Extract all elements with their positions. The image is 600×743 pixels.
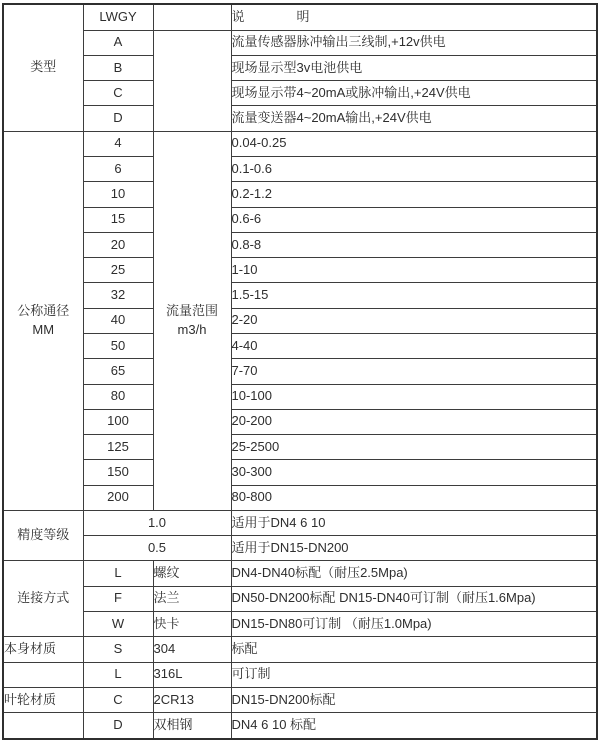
material-section-label: 叶轮材质 xyxy=(3,687,83,712)
dn-value-cell: 50 xyxy=(83,333,153,358)
table-row xyxy=(3,586,597,611)
table-row xyxy=(3,308,597,333)
flow-range-label-line1: 流量范围 xyxy=(165,302,218,318)
type-option-code-cell: D xyxy=(83,106,153,131)
dn-value-cell: 40 xyxy=(83,308,153,333)
connection-code-cell: W xyxy=(83,612,153,637)
material-name-cell: 316L xyxy=(153,662,231,687)
table-row xyxy=(3,131,597,156)
accuracy-value-cell: 1.0 xyxy=(83,510,231,535)
flow-range-cell: 1.5-15 xyxy=(231,283,597,308)
accuracy-section-label: 精度等级 xyxy=(3,510,83,561)
table-row xyxy=(3,359,597,384)
connection-desc-cell: DN15-DN80可订制 （耐压1.0Mpa) xyxy=(231,612,597,637)
connection-name-cell: 螺纹 xyxy=(153,561,231,586)
empty-spacer-cell xyxy=(153,4,231,30)
flow-range-cell: 0.2-1.2 xyxy=(231,182,597,207)
type-section-label: 类型 xyxy=(3,4,83,131)
flow-range-cell: 2-20 xyxy=(231,308,597,333)
table-row xyxy=(3,536,597,561)
material-name-cell: 304 xyxy=(153,637,231,662)
material-code-cell: S xyxy=(83,637,153,662)
table-row xyxy=(3,485,597,510)
table-row xyxy=(3,460,597,485)
table-row xyxy=(3,283,597,308)
dn-value-cell: 100 xyxy=(83,409,153,434)
material-code-cell: L xyxy=(83,662,153,687)
table-row xyxy=(3,55,597,80)
dn-value-cell: 20 xyxy=(83,232,153,257)
dn-value-cell: 80 xyxy=(83,384,153,409)
material-section-label xyxy=(3,713,83,739)
type-option-desc-cell: 现场显示带4~20mA或脉冲输出,+24V供电 xyxy=(231,81,597,106)
flow-range-label-line2: m3/h xyxy=(177,321,207,337)
type-option-code-cell: C xyxy=(83,81,153,106)
table-row xyxy=(3,561,597,586)
type-option-code-cell: B xyxy=(83,55,153,80)
dn-value-cell: 65 xyxy=(83,359,153,384)
table-row xyxy=(3,232,597,257)
material-section-label xyxy=(3,662,83,687)
material-desc-cell: 标配 xyxy=(231,637,597,662)
dn-value-cell: 32 xyxy=(83,283,153,308)
connection-code-cell: F xyxy=(83,586,153,611)
material-name-cell: 2CR13 xyxy=(153,687,231,712)
material-name-cell: 双相钢 xyxy=(153,713,231,739)
flow-range-label xyxy=(153,131,231,510)
table-row xyxy=(3,207,597,232)
connection-desc-cell: DN4-DN40标配（耐压2.5Mpa) xyxy=(231,561,597,586)
table-row xyxy=(3,182,597,207)
dn-value-cell: 150 xyxy=(83,460,153,485)
material-desc-cell: DN15-DN200标配 xyxy=(231,687,597,712)
table-row xyxy=(3,510,597,535)
accuracy-value-cell: 0.5 xyxy=(83,536,231,561)
table-row xyxy=(3,687,597,712)
table-row xyxy=(3,637,597,662)
dn-value-cell: 25 xyxy=(83,258,153,283)
table-row xyxy=(3,612,597,637)
dn-value-cell: 125 xyxy=(83,435,153,460)
table-row xyxy=(3,409,597,434)
table-row xyxy=(3,30,597,55)
dn-value-cell: 200 xyxy=(83,485,153,510)
table-row xyxy=(3,435,597,460)
table-row xyxy=(3,106,597,131)
empty-spacer-cell xyxy=(153,30,231,131)
flow-range-cell: 10-100 xyxy=(231,384,597,409)
connection-code-cell: L xyxy=(83,561,153,586)
accuracy-desc-cell: 适用于DN15-DN200 xyxy=(231,536,597,561)
material-section-label: 本身材质 xyxy=(3,637,83,662)
type-option-desc-cell: 流量变送器4~20mA输出,+24V供电 xyxy=(231,106,597,131)
description-header-cell: 说 明 xyxy=(231,4,597,30)
connection-name-cell: 法兰 xyxy=(153,586,231,611)
table-row xyxy=(3,662,597,687)
flow-range-cell: 0.1-0.6 xyxy=(231,156,597,181)
flow-range-cell: 7-70 xyxy=(231,359,597,384)
connection-desc-cell: DN50-DN200标配 DN15-DN40可订制（耐压1.6Mpa) xyxy=(231,586,597,611)
flow-range-cell: 1-10 xyxy=(231,258,597,283)
table-row xyxy=(3,156,597,181)
dn-section-label xyxy=(3,131,83,510)
flow-range-cell: 20-200 xyxy=(231,409,597,434)
dn-value-cell: 10 xyxy=(83,182,153,207)
dn-value-cell: 6 xyxy=(83,156,153,181)
flow-range-cell: 80-800 xyxy=(231,485,597,510)
table-row xyxy=(3,384,597,409)
connection-name-cell: 快卡 xyxy=(153,612,231,637)
flow-range-cell: 0.8-8 xyxy=(231,232,597,257)
table-row xyxy=(3,333,597,358)
flow-range-cell: 30-300 xyxy=(231,460,597,485)
flow-range-cell: 25-2500 xyxy=(231,435,597,460)
table-row xyxy=(3,81,597,106)
flow-range-cell: 0.6-6 xyxy=(231,207,597,232)
type-option-code-cell: A xyxy=(83,30,153,55)
type-option-desc-cell: 流量传感器脉冲输出三线制,+12v供电 xyxy=(231,30,597,55)
material-desc-cell: 可订制 xyxy=(231,662,597,687)
dn-value-cell: 4 xyxy=(83,131,153,156)
material-desc-cell: DN4 6 10 标配 xyxy=(231,713,597,739)
type-option-desc-cell: 现场显示型3v电池供电 xyxy=(231,55,597,80)
table-row xyxy=(3,4,597,30)
model-code-cell: LWGY xyxy=(83,4,153,30)
flowmeter-spec-table xyxy=(2,3,598,740)
connection-section-label: 连接方式 xyxy=(3,561,83,637)
accuracy-desc-cell: 适用于DN4 6 10 xyxy=(231,510,597,535)
flow-range-cell: 0.04-0.25 xyxy=(231,131,597,156)
table-row xyxy=(3,258,597,283)
material-code-cell: D xyxy=(83,713,153,739)
flow-range-cell: 4-40 xyxy=(231,333,597,358)
table-row xyxy=(3,713,597,739)
dn-section-label-line2: MM xyxy=(32,321,55,337)
dn-section-label-line1: 公称通径 xyxy=(17,302,70,318)
material-code-cell: C xyxy=(83,687,153,712)
dn-value-cell: 15 xyxy=(83,207,153,232)
